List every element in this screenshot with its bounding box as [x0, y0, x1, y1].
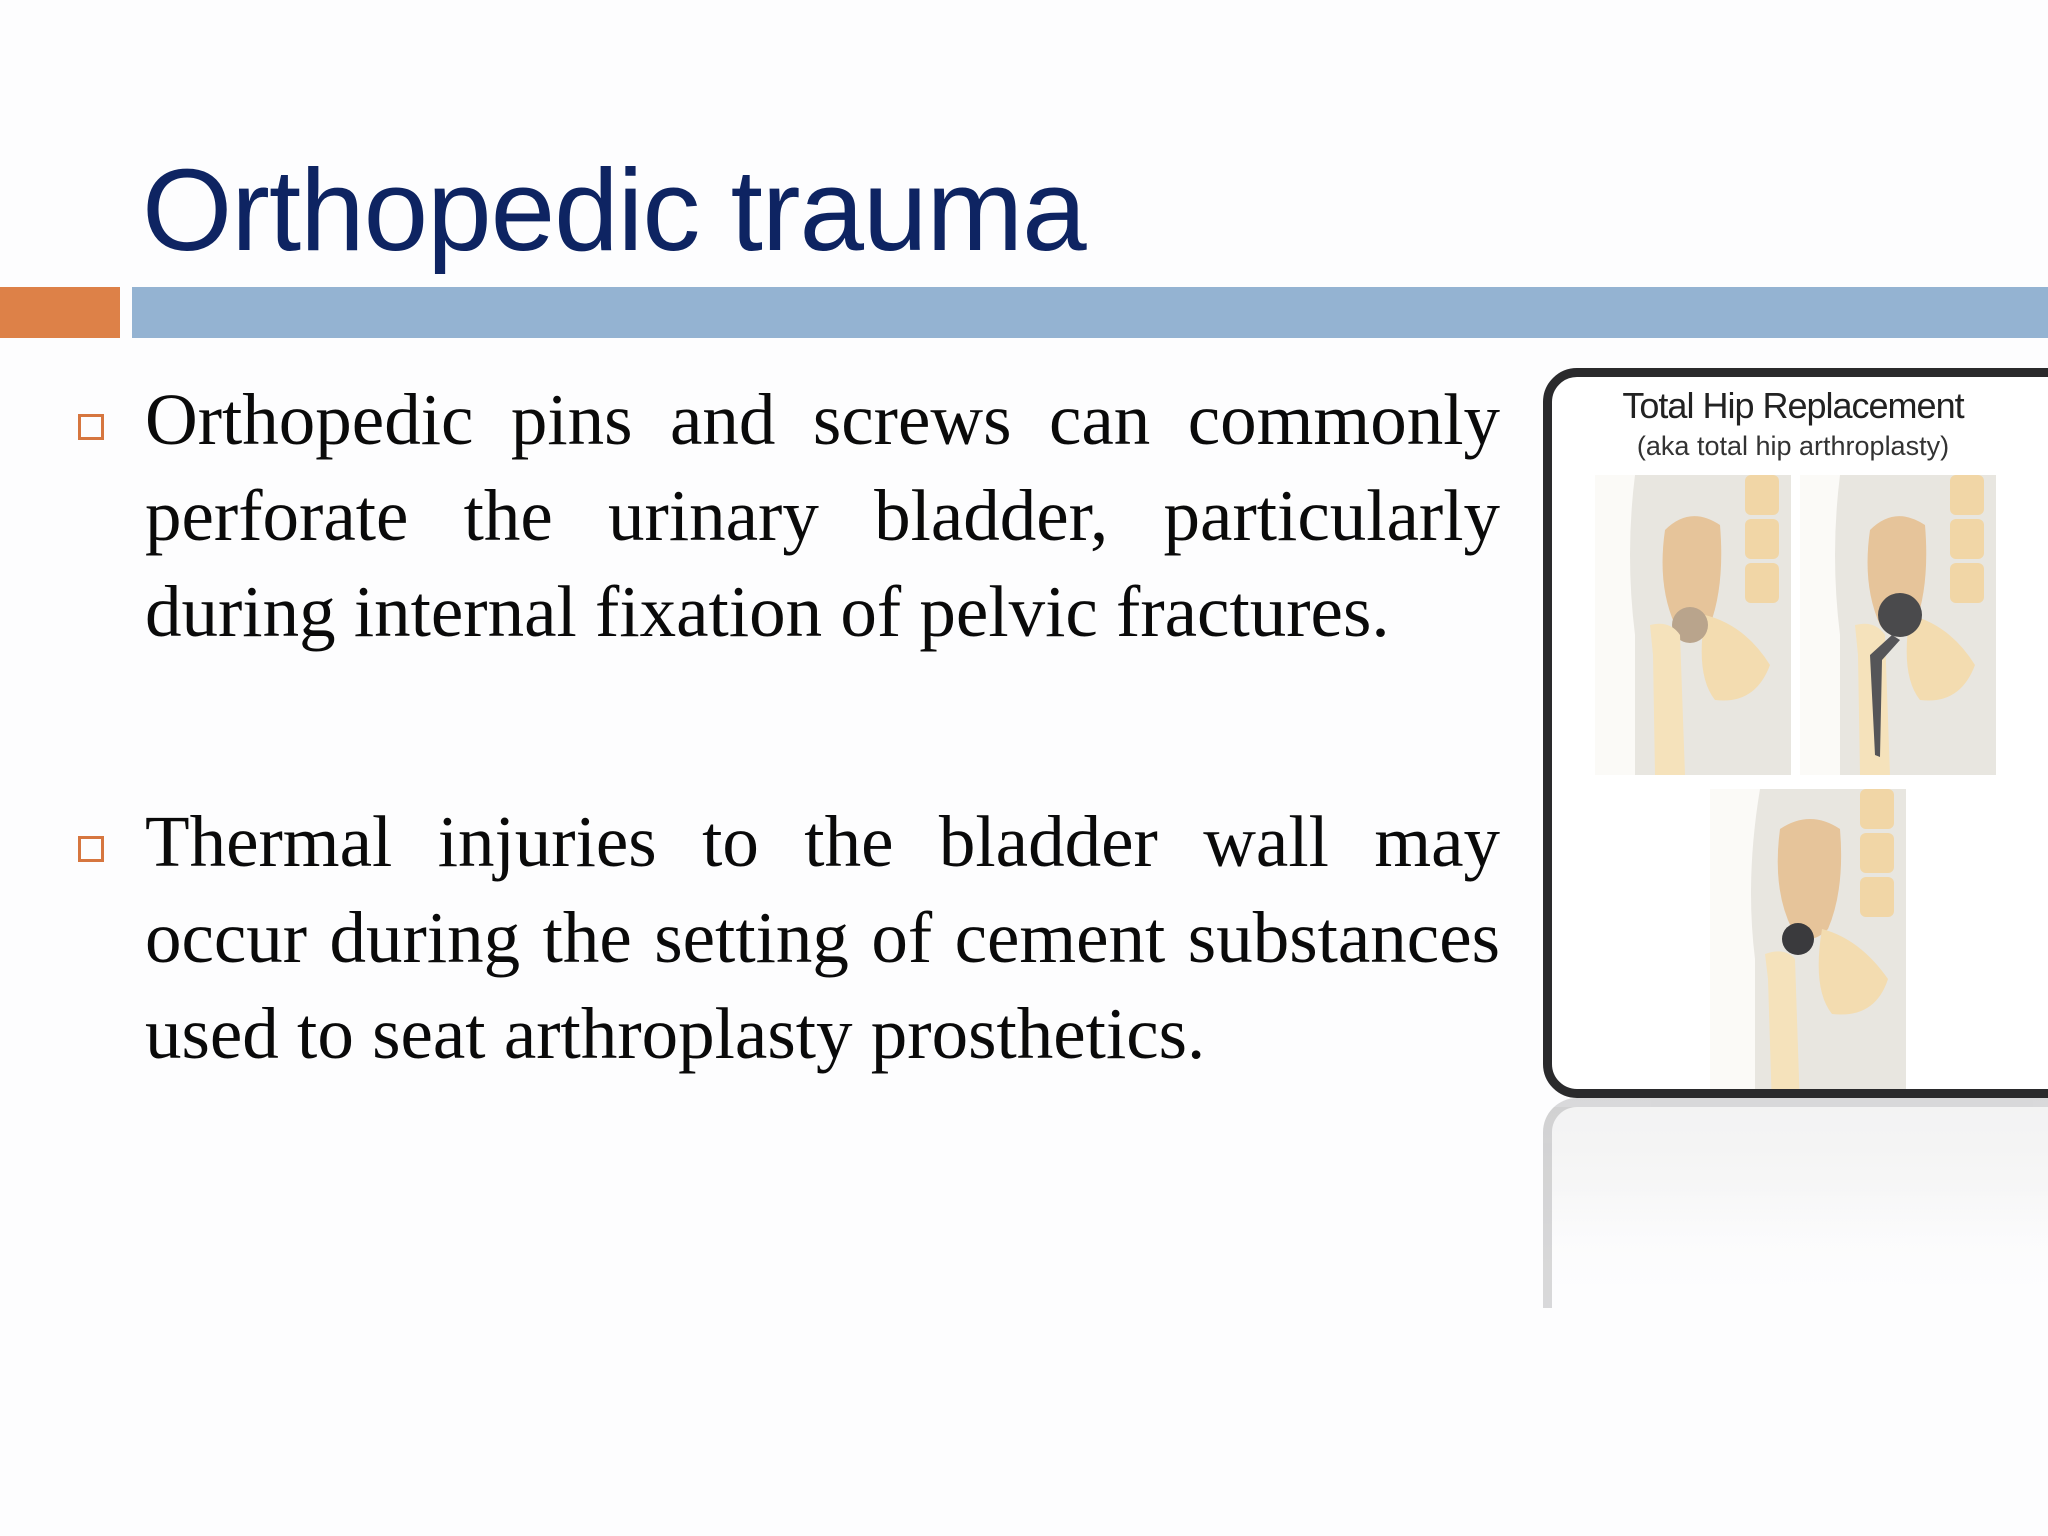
bullet-text: Orthopedic pins and screws can commonly perforate the urinary bladder, particularly during internal fixation of pelvic fractures.: [145, 379, 1500, 652]
slide-title: Orthopedic trauma: [142, 145, 1086, 275]
accent-bar-orange: [0, 287, 120, 338]
bullet-item: [70, 372, 1500, 660]
bullet-item: [70, 794, 1500, 1082]
hip-replacement-figure: [1543, 368, 2048, 1098]
hollow-square-bullet-icon: [78, 836, 104, 862]
bullet-list: [70, 372, 1500, 1082]
accent-bar-blue: [132, 287, 2048, 338]
native-hip-illustration: [1595, 475, 1791, 775]
figure-reflection: [1543, 1098, 2048, 1308]
hollow-square-bullet-icon: [78, 414, 104, 440]
femoral-stem-prosthesis-illustration: [1800, 475, 1996, 775]
bullet-text: Thermal injuries to the bladder wall may occur during the setting of cement substances used to seat arthroplasty prosthetics.: [145, 801, 1500, 1074]
acetabular-cup-prosthesis-illustration: [1710, 789, 1906, 1098]
figure-title: Total Hip Replacement: [1622, 385, 1964, 426]
figure-subtitle: (aka total hip arthroplasty): [1636, 431, 1950, 461]
